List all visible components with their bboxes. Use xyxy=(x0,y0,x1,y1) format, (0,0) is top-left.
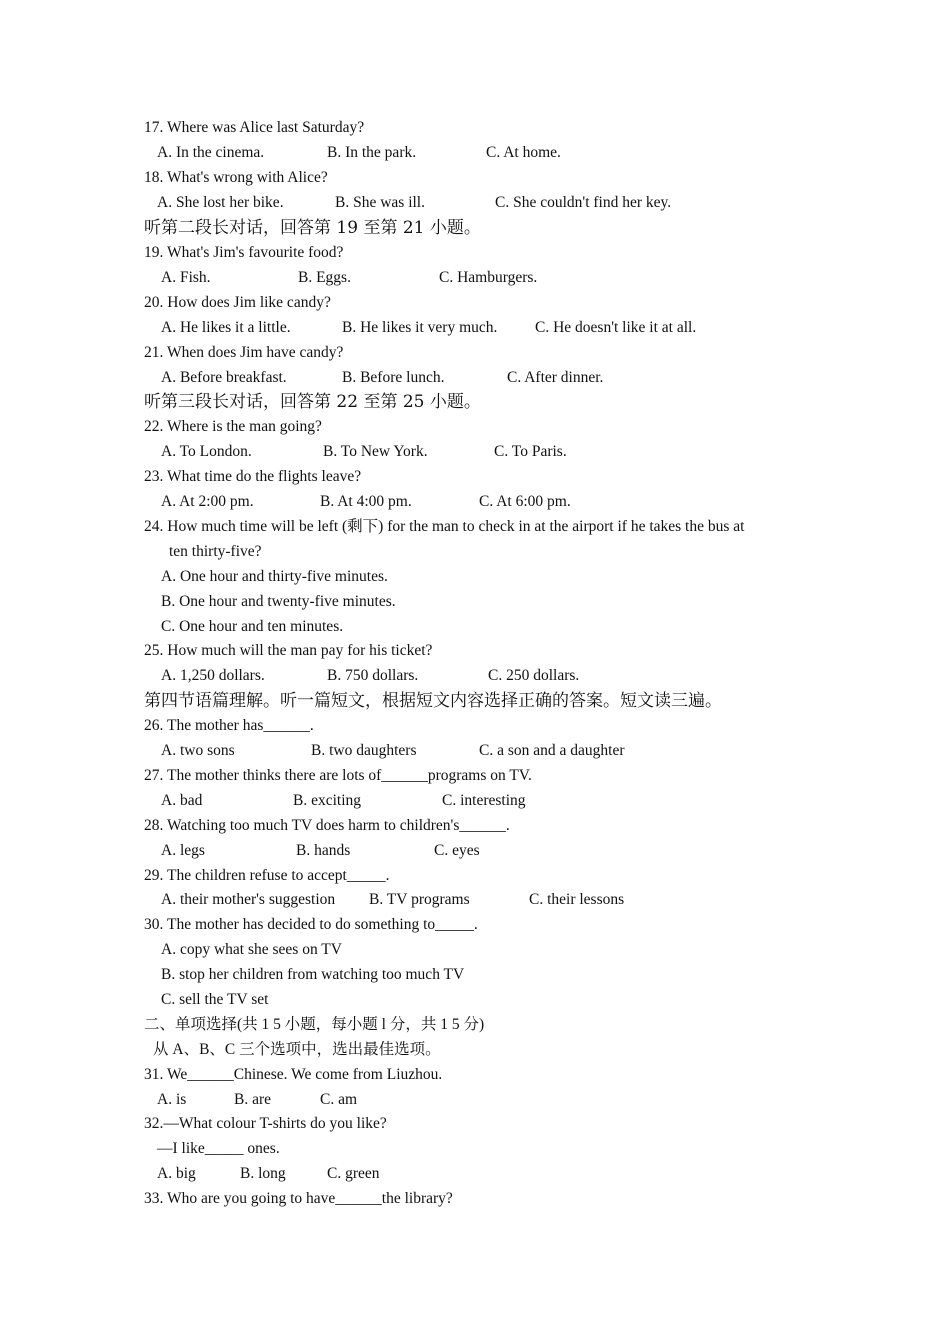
answer-option: A. To London. xyxy=(161,443,252,460)
text-line: B. One hour and twenty-five minutes. xyxy=(161,593,396,610)
answer-option: B. Eggs. xyxy=(298,269,351,286)
answer-option: A. At 2:00 pm. xyxy=(161,493,254,510)
answer-option: B. TV programs xyxy=(369,891,470,908)
question-text: 21. When does Jim have candy? xyxy=(144,344,344,361)
answer-option: A. She lost her bike. xyxy=(157,194,284,211)
answer-option: B. To New York. xyxy=(323,443,428,460)
section-instruction: 听第二段长对话，回答第 19 至第 21 小题。 xyxy=(144,218,481,238)
answer-option: B. In the park. xyxy=(327,144,417,161)
question-text: 30. The mother has decided to do something to_____. xyxy=(144,916,478,933)
answer-option: B. two daughters xyxy=(311,742,417,759)
text-line: C. One hour and ten minutes. xyxy=(161,618,344,635)
answer-option: C. 250 dollars. xyxy=(488,667,580,684)
question-text: 28. Watching too much TV does harm to children's______. xyxy=(144,817,510,834)
question-text: 33. Who are you going to have______the library? xyxy=(144,1190,453,1207)
answer-option: C. eyes xyxy=(434,842,480,859)
answer-option: A. Before breakfast. xyxy=(161,369,287,386)
answer-option: A. big xyxy=(157,1165,196,1182)
text-line: ten thirty-five? xyxy=(169,543,262,560)
text-line: B. stop her children from watching too much TV xyxy=(161,966,465,983)
answer-option: A. two sons xyxy=(161,742,235,759)
text-line: C. sell the TV set xyxy=(161,991,269,1008)
answer-option: B. At 4:00 pm. xyxy=(320,493,412,510)
question-text: 24. How much time will be left (剩下) for the man to check in at the airport if he takes the bus at xyxy=(144,518,745,535)
answer-option: C. Hamburgers. xyxy=(439,269,538,286)
question-text: 22. Where is the man going? xyxy=(144,418,322,435)
question-text: 18. What's wrong with Alice? xyxy=(144,169,328,186)
answer-option: A. bad xyxy=(161,792,203,809)
section-instruction: 听第三段长对话，回答第 22 至第 25 小题。 xyxy=(144,392,481,412)
answer-option: B. 750 dollars. xyxy=(327,667,419,684)
answer-option: A. legs xyxy=(161,842,205,859)
question-text: 19. What's Jim's favourite food? xyxy=(144,244,344,261)
text-line: —I like_____ ones. xyxy=(157,1140,280,1157)
answer-option: C. He doesn't like it at all. xyxy=(535,319,697,336)
answer-option: A. their mother's suggestion xyxy=(161,891,336,908)
answer-option: A. In the cinema. xyxy=(157,144,265,161)
answer-option: B. exciting xyxy=(293,792,362,809)
section-instruction: 第四节语篇理解。听一篇短文，根据短文内容选择正确的答案。短文读三遍。 xyxy=(144,691,722,711)
question-text: 31. We______Chinese. We come from Liuzhou. xyxy=(144,1066,443,1083)
answer-option: C. green xyxy=(327,1165,380,1182)
text-line: A. One hour and thirty-five minutes. xyxy=(161,568,388,585)
answer-option: A. 1,250 dollars. xyxy=(161,667,265,684)
question-text: 25. How much will the man pay for his ticket? xyxy=(144,642,433,659)
answer-option: C. their lessons xyxy=(529,891,625,908)
text-line: A. copy what she sees on TV xyxy=(161,941,342,958)
answer-option: A. Fish. xyxy=(161,269,211,286)
answer-option: B. are xyxy=(234,1091,272,1108)
answer-option: A. He likes it a little. xyxy=(161,319,291,336)
answer-option: C. To Paris. xyxy=(494,443,567,460)
answer-option: C. interesting xyxy=(442,792,526,809)
text-line: 从 A、B、C 三个选项中，选出最佳选项。 xyxy=(153,1041,441,1058)
answer-option: B. hands xyxy=(296,842,351,859)
answer-option: C. After dinner. xyxy=(507,369,604,386)
answer-option: A. is xyxy=(157,1091,187,1108)
question-text: 23. What time do the flights leave? xyxy=(144,468,362,485)
answer-option: C. At home. xyxy=(486,144,561,161)
answer-option: C. She couldn't find her key. xyxy=(495,194,672,211)
answer-option: C. am xyxy=(320,1091,358,1108)
answer-option: C. a son and a daughter xyxy=(479,742,625,759)
text-line: 二、单项选择(共 1 5 小题，每小题 l 分，共 1 5 分) xyxy=(144,1016,485,1033)
question-text: 29. The children refuse to accept_____. xyxy=(144,867,390,884)
question-text: 27. The mother thinks there are lots of______programs on TV. xyxy=(144,767,532,784)
question-text: 20. How does Jim like candy? xyxy=(144,294,331,311)
answer-option: B. She was ill. xyxy=(335,194,425,211)
question-text: 32.—What colour T-shirts do you like? xyxy=(144,1115,387,1132)
answer-option: B. long xyxy=(240,1165,286,1182)
question-text: 17. Where was Alice last Saturday? xyxy=(144,119,365,136)
answer-option: C. At 6:00 pm. xyxy=(479,493,571,510)
answer-option: B. Before lunch. xyxy=(342,369,445,386)
question-text: 26. The mother has______. xyxy=(144,717,314,734)
answer-option: B. He likes it very much. xyxy=(342,319,498,336)
